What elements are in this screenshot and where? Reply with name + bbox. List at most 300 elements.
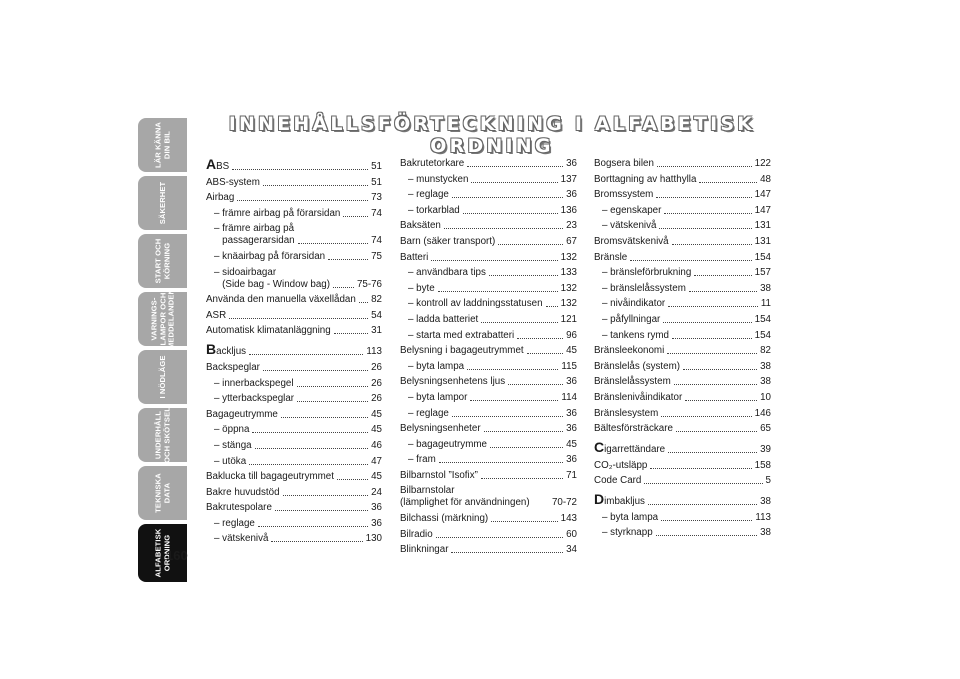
dot-leader — [517, 338, 563, 339]
index-entry-term: – bränsleförbrukning — [602, 267, 692, 279]
index-entry-page: 70-72 — [551, 497, 577, 509]
dot-leader — [444, 228, 563, 229]
index-entry — [206, 456, 382, 468]
index-entry-page: 38 — [760, 360, 771, 372]
dot-leader — [263, 370, 368, 371]
index-entry-page: 60 — [566, 528, 577, 540]
index-entry — [206, 325, 382, 337]
index-entry-term: Baklucka till bagageutrymmet — [206, 471, 334, 483]
index-entry-term: Bränsleekonomi — [594, 345, 665, 357]
index-entry-term: Bakre huvudstöd — [206, 486, 280, 498]
index-entry — [400, 485, 577, 509]
index-entry — [400, 158, 577, 170]
dot-leader — [667, 353, 757, 354]
index-entry-page: 133 — [560, 267, 577, 279]
index-entry — [594, 441, 771, 456]
section-tab-label: SÄKERHET — [157, 181, 167, 225]
dot-leader — [668, 452, 757, 453]
section-tabs — [138, 118, 187, 586]
index-entry-term: Bromsvätskenivå — [594, 235, 669, 247]
dot-leader — [498, 244, 563, 245]
index-entry-page: 38 — [760, 496, 771, 508]
section-tab-label: VARNINGS- LAMPOR OCH MEDDELANDEN — [148, 288, 175, 350]
index-entry — [400, 423, 577, 435]
dot-leader — [471, 182, 557, 183]
index-entry — [594, 330, 771, 342]
dot-leader — [232, 169, 368, 170]
index-entry-term: – styrknapp — [602, 527, 653, 539]
index-entry — [594, 267, 771, 279]
index-entry-page: 38 — [760, 527, 771, 539]
index-entry — [206, 487, 382, 499]
dot-leader — [644, 483, 762, 484]
section-tab[interactable] — [138, 118, 187, 172]
dot-leader — [672, 244, 752, 245]
index-entry-page: 75 — [371, 250, 382, 262]
dot-leader — [252, 432, 368, 433]
index-entry-page: 122 — [754, 158, 771, 169]
index-entry-page: 157 — [754, 267, 771, 279]
index-column-2 — [400, 158, 577, 560]
index-entry — [594, 493, 771, 508]
dot-leader — [481, 478, 563, 479]
index-entry — [594, 475, 771, 487]
index-entry-page: 31 — [371, 325, 382, 337]
index-entry-page: 96 — [566, 329, 577, 341]
index-entry-page: 45 — [371, 408, 382, 420]
dot-leader — [297, 386, 369, 387]
index-column-3 — [594, 158, 771, 543]
index-entry-term: – starta med extrabatteri — [408, 329, 515, 341]
dot-leader — [298, 243, 368, 244]
index-entry-page: 154 — [754, 329, 771, 341]
dot-leader — [452, 197, 563, 198]
index-entry-page: 82 — [760, 345, 771, 357]
dot-leader — [648, 504, 757, 505]
index-entry-page: 26 — [371, 393, 382, 405]
index-entry-page: 113 — [755, 511, 771, 523]
index-entry-page: 34 — [566, 544, 577, 556]
index-entry-term: – bränslelåssystem — [602, 282, 686, 294]
index-entry-term: – knäairbag på förarsidan — [214, 250, 326, 262]
index-entry-term: – reglage — [408, 407, 449, 419]
index-entry-term: Belysning i bagageutrymmet — [400, 345, 524, 357]
index-entry-term: Bromssystem — [594, 189, 654, 201]
dot-leader — [674, 384, 757, 385]
index-entry-page: 136 — [560, 204, 577, 216]
index-entry-page: 54 — [371, 309, 382, 321]
index-entry — [206, 393, 382, 405]
index-entry — [206, 158, 382, 173]
dot-leader — [661, 416, 751, 417]
index-entry — [206, 343, 382, 358]
index-entry-term: Bilbarnstolar (lämplighet för användningen) — [400, 485, 530, 509]
index-entry — [594, 205, 771, 217]
dot-leader — [337, 479, 368, 480]
index-entry-page: 71 — [566, 469, 577, 481]
index-entry-page: 24 — [371, 486, 382, 498]
index-entry-term: Bältesförsträckare — [594, 423, 673, 435]
dot-leader — [439, 462, 563, 463]
index-entry-page: 36 — [566, 423, 577, 435]
section-tab-label: LÄR KÄNNA DIN BIL — [153, 121, 171, 169]
index-entry-term: – innerbackspegel — [214, 377, 294, 389]
index-entry-term: – fram — [408, 454, 436, 466]
dot-leader — [689, 291, 757, 292]
dot-leader — [484, 431, 563, 432]
index-entry-term: ABS — [206, 156, 230, 172]
index-entry-page: 48 — [760, 173, 771, 185]
index-entry-term: Bakrutetorkare — [400, 158, 465, 169]
index-entry-page: 158 — [754, 459, 771, 471]
dot-leader — [656, 535, 757, 536]
index-entry — [206, 294, 382, 306]
index-entry — [400, 513, 577, 525]
index-entry — [206, 502, 382, 514]
index-entry-page: 36 — [371, 502, 382, 514]
index-entry — [206, 533, 382, 545]
index-entry-page: 36 — [566, 454, 577, 466]
dot-leader — [333, 287, 354, 288]
index-entry — [400, 392, 577, 404]
index-entry-page: 38 — [760, 376, 771, 388]
section-tab[interactable] — [138, 466, 187, 520]
index-entry — [206, 177, 382, 189]
index-entry-term: – bagageutrymme — [408, 438, 487, 450]
index-entry — [206, 409, 382, 421]
index-entry — [400, 252, 577, 264]
section-tab[interactable] — [138, 408, 187, 462]
dot-leader — [258, 526, 368, 527]
section-tab-label: ALFABETISK ORDNING — [153, 528, 171, 578]
dot-leader — [271, 541, 362, 542]
index-entry — [594, 392, 771, 404]
index-entry-term: ASR — [206, 309, 227, 321]
page-title: INNEHÅLLSFÖRTECKNING I ALFABETISK ORDNING — [228, 113, 756, 157]
index-entry-term: Cigarrettändare — [594, 439, 666, 456]
dot-leader — [281, 417, 368, 418]
index-entry — [594, 460, 771, 472]
index-entry-page: 75-76 — [356, 278, 382, 290]
dot-leader — [467, 369, 558, 370]
index-entry-term: – ytterbackspeglar — [214, 393, 295, 405]
index-entry-term: Bränslenivåindikator — [594, 391, 683, 403]
index-entry — [400, 189, 577, 201]
index-entry-term: Bagageutrymme — [206, 408, 278, 420]
index-entry-page: 121 — [560, 313, 577, 325]
index-entry-term: Bränslelås (system) — [594, 360, 681, 372]
index-entry — [206, 267, 382, 291]
index-entry-term: – nivåindikator — [602, 298, 666, 310]
index-entry-term: – tankens rymd — [602, 329, 669, 341]
dot-leader — [249, 354, 363, 355]
section-tab-label: START OCH KÖRNING — [153, 238, 171, 284]
index-entry-page: 154 — [754, 313, 771, 325]
index-entry — [594, 283, 771, 295]
dot-leader — [650, 468, 751, 469]
index-entry-page: 38 — [760, 282, 771, 294]
index-entry — [594, 512, 771, 524]
dot-leader — [676, 431, 757, 432]
index-entry — [206, 378, 382, 390]
dot-leader — [659, 228, 751, 229]
index-entry — [400, 439, 577, 451]
index-entry-page: 131 — [754, 235, 771, 247]
index-entry — [594, 158, 771, 170]
index-entry-term: – kontroll av laddningsstatusen — [408, 298, 543, 310]
index-entry — [594, 376, 771, 388]
index-entry-page: 113 — [366, 346, 382, 358]
index-entry — [400, 529, 577, 541]
index-entry-term: CO₂-utsläpp — [594, 459, 648, 471]
index-entry-term: Belysningsenhetens ljus — [400, 376, 506, 388]
dot-leader — [685, 400, 757, 401]
index-entry — [206, 310, 382, 322]
index-entry-term: Baksäten — [400, 220, 441, 232]
index-entry-page: 36 — [566, 158, 577, 169]
dot-leader — [663, 322, 751, 323]
index-entry-term: Bilchassi (märkning) — [400, 513, 489, 525]
dot-leader — [451, 552, 563, 553]
index-entry-term: Blinkningar — [400, 544, 449, 556]
dot-leader — [546, 306, 558, 307]
index-entry — [400, 408, 577, 420]
index-entry-page: 10 — [760, 391, 771, 403]
index-entry — [206, 251, 382, 263]
index-entry — [206, 192, 382, 204]
dot-leader — [283, 495, 369, 496]
dot-leader — [438, 291, 558, 292]
dot-leader — [668, 306, 758, 307]
index-entry — [594, 314, 771, 326]
dot-leader — [255, 448, 369, 449]
dot-leader — [463, 213, 558, 214]
index-entry — [400, 236, 577, 248]
index-entry — [594, 189, 771, 201]
dot-leader — [489, 275, 558, 276]
index-entry-term: ABS-system — [206, 176, 260, 188]
index-entry — [594, 298, 771, 310]
index-entry — [594, 408, 771, 420]
dot-leader — [237, 200, 368, 201]
index-entry-term: – byta lampa — [408, 360, 465, 372]
index-entry-page: 45 — [566, 345, 577, 357]
index-entry-page: 114 — [561, 391, 577, 403]
index-entry-page: 65 — [760, 423, 771, 435]
index-entry-term: Bränsle — [594, 251, 628, 263]
index-entry-term: – användbara tips — [408, 267, 486, 279]
index-entry-term: – främre airbag på passagerarsidan — [214, 223, 295, 247]
index-entry-term: Belysningsenheter — [400, 423, 481, 435]
dot-leader — [656, 197, 751, 198]
index-entry-page: 154 — [754, 251, 771, 263]
index-entry — [594, 236, 771, 248]
index-entry-term: – egenskaper — [602, 204, 662, 216]
index-entry-term: Backspeglar — [206, 361, 260, 373]
index-entry-page: 39 — [760, 444, 771, 456]
index-entry-term: Borttagning av hatthylla — [594, 173, 697, 185]
index-entry-page: 51 — [371, 176, 382, 188]
index-entry-term: Batteri — [400, 251, 429, 263]
dot-leader — [694, 275, 751, 276]
index-entry — [206, 223, 382, 247]
index-entry — [206, 440, 382, 452]
page-number: 160 — [166, 548, 188, 563]
index-entry-term: Automatisk klimatanläggning — [206, 325, 331, 337]
index-entry-page: 26 — [371, 377, 382, 389]
index-entry-page: 36 — [371, 517, 382, 529]
index-entry — [400, 314, 577, 326]
index-entry-page: 146 — [754, 407, 771, 419]
index-entry-term: – byta lampor — [408, 391, 468, 403]
index-entry-page: 73 — [371, 192, 382, 204]
dot-leader — [467, 166, 563, 167]
index-entry-term: Använda den manuella växellådan — [206, 294, 356, 306]
dot-leader — [664, 213, 751, 214]
index-entry — [594, 361, 771, 373]
index-entry — [400, 544, 577, 556]
index-entry-page: 46 — [371, 439, 382, 451]
index-entry — [400, 376, 577, 388]
index-entry-term: Backljus — [206, 341, 247, 358]
section-tab[interactable] — [138, 288, 187, 350]
section-tab-label: TEKNISKA DATA — [153, 473, 171, 513]
dot-leader — [491, 521, 557, 522]
index-entry-term: Bakrutespolare — [206, 502, 272, 514]
index-entry — [594, 220, 771, 232]
index-entry-page: 51 — [371, 161, 382, 172]
index-entry — [594, 345, 771, 357]
index-entry-page: 143 — [560, 513, 577, 525]
index-entry-term: – torkarblad — [408, 204, 460, 216]
index-entry-page: 36 — [566, 189, 577, 201]
index-entry — [400, 454, 577, 466]
dot-leader — [481, 322, 557, 323]
section-tab[interactable] — [138, 234, 187, 288]
index-entry-term: – främre airbag på förarsidan — [214, 207, 341, 219]
dot-leader — [275, 510, 368, 511]
index-entry-term: – utöka — [214, 455, 247, 467]
dot-leader — [699, 182, 757, 183]
dot-leader — [452, 416, 563, 417]
index-entry — [400, 361, 577, 373]
dot-leader — [263, 185, 368, 186]
index-entry-term: – vätskenivå — [602, 220, 657, 232]
section-tab[interactable] — [138, 350, 187, 404]
index-entry — [400, 470, 577, 482]
dot-leader — [470, 400, 558, 401]
index-entry-page: 47 — [371, 455, 382, 467]
index-entry-page: 26 — [371, 361, 382, 373]
index-entry — [206, 208, 382, 220]
index-entry-page: 132 — [560, 282, 577, 294]
index-entry — [400, 205, 577, 217]
index-entry-term: Code Card — [594, 475, 642, 487]
index-entry-page: 132 — [560, 298, 577, 310]
index-entry-page: 45 — [371, 471, 382, 483]
index-entry-page: 36 — [566, 376, 577, 388]
dot-leader — [490, 447, 563, 448]
index-entry-term: Bränslesystem — [594, 407, 659, 419]
index-entry-term: Airbag — [206, 192, 235, 204]
index-entry-page: 45 — [371, 424, 382, 436]
index-entry-term: – sidoairbagar (Side bag - Window bag) — [214, 266, 330, 290]
index-entry-page: 67 — [566, 235, 577, 247]
index-entry — [594, 174, 771, 186]
index-entry-term: Bilradio — [400, 528, 433, 540]
dot-leader — [328, 259, 368, 260]
dot-leader — [508, 384, 563, 385]
index-entry-page: 147 — [754, 204, 771, 216]
index-entry — [594, 423, 771, 435]
index-entry-page: 23 — [566, 220, 577, 232]
dot-leader — [436, 537, 563, 538]
index-entry-page: 74 — [371, 207, 382, 219]
index-entry — [206, 424, 382, 436]
index-entry-page: 11 — [760, 298, 771, 310]
index-entry-term: – reglage — [408, 189, 449, 201]
index-entry — [400, 345, 577, 357]
index-entry-page: 132 — [560, 251, 577, 263]
dot-leader — [661, 520, 752, 521]
index-entry-term: – munstycken — [408, 173, 469, 185]
index-entry — [206, 471, 382, 483]
index-entry — [206, 518, 382, 530]
section-tab[interactable] — [138, 176, 187, 230]
index-entry — [400, 330, 577, 342]
index-entry-page: 74 — [371, 235, 382, 247]
index-entry — [594, 252, 771, 264]
index-entry-page: 130 — [365, 533, 382, 545]
dot-leader — [630, 260, 751, 261]
dot-leader — [672, 338, 752, 339]
index-entry-term: – byte — [408, 282, 435, 294]
index-entry-term: Bogsera bilen — [594, 158, 654, 169]
index-entry-page: 137 — [560, 173, 577, 185]
index-entry-page: 82 — [371, 294, 382, 306]
index-entry — [594, 527, 771, 539]
index-entry-page: 147 — [754, 189, 771, 201]
index-entry-term: – påfyllningar — [602, 313, 661, 325]
index-entry — [400, 298, 577, 310]
index-entry — [206, 362, 382, 374]
index-entry-page: 36 — [566, 407, 577, 419]
dot-leader — [527, 353, 563, 354]
index-entry-term: – stänga — [214, 439, 252, 451]
index-entry-page: 115 — [561, 360, 577, 372]
index-entry-term: – ladda batteriet — [408, 313, 479, 325]
index-entry-page: 131 — [754, 220, 771, 232]
dot-leader — [431, 260, 557, 261]
dot-leader — [334, 333, 368, 334]
index-entry-term: Dimbakljus — [594, 491, 645, 508]
index-entry-page: 45 — [566, 438, 577, 450]
dot-leader — [683, 369, 757, 370]
index-entry-term: Barn (säker transport) — [400, 235, 496, 247]
index-entry-page: 5 — [765, 475, 771, 487]
index-entry-term: Bränslelåssystem — [594, 376, 671, 388]
section-tab-label: UNDERHÅLL OCH SKÖTSEL — [153, 407, 171, 463]
dot-leader — [249, 464, 368, 465]
index-entry-term: – vätskenivå — [214, 533, 269, 545]
index-entry — [400, 174, 577, 186]
index-entry — [400, 283, 577, 295]
index-entry-term: – byta lampa — [602, 511, 659, 523]
index-column-1 — [206, 158, 382, 549]
index-entry-term: – öppna — [214, 424, 250, 436]
dot-leader — [297, 401, 368, 402]
dot-leader — [657, 166, 752, 167]
